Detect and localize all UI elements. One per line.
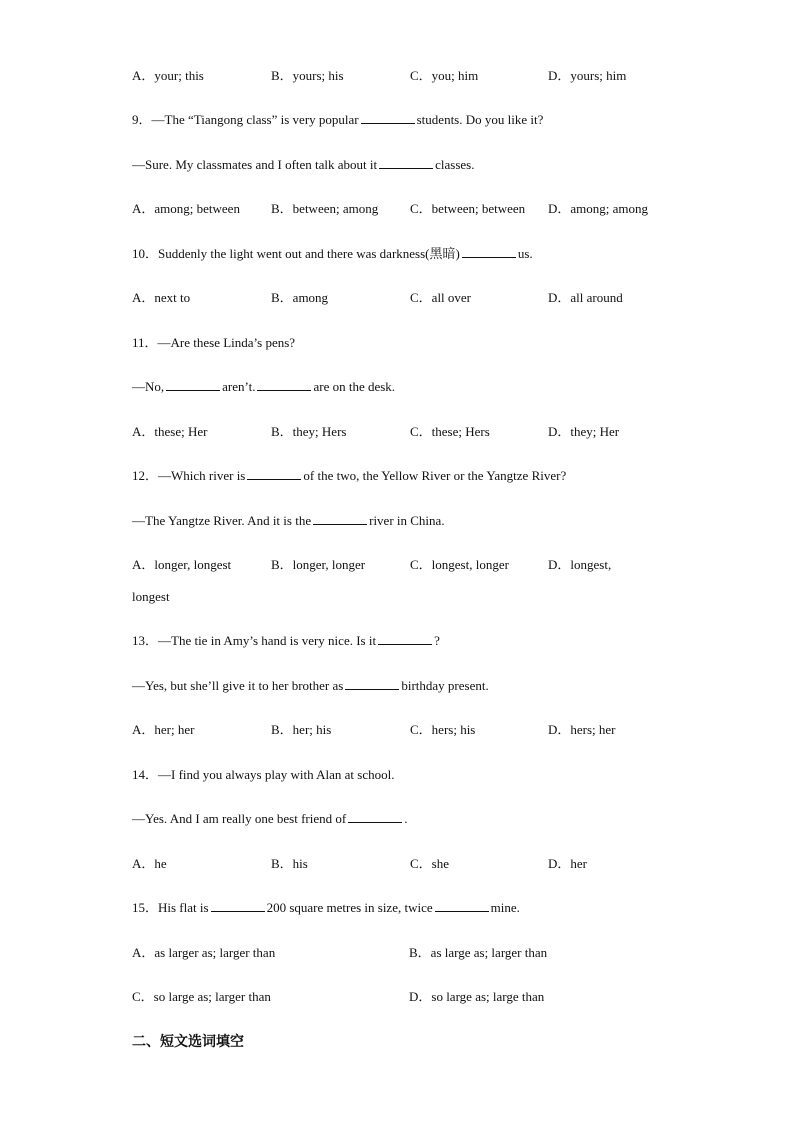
question-12-reply [132, 512, 445, 530]
option-d: D．they; Her [548, 424, 620, 439]
question-12 [132, 467, 566, 485]
question-text: us. [517, 246, 533, 261]
reply-text: aren’t. [222, 379, 256, 394]
reply-text: —Yes, but she’ll give it to her brother as [132, 678, 344, 693]
question-13 [132, 632, 440, 650]
reply-text: —Yes. And I am really one best friend of [132, 811, 347, 826]
answer-blank [361, 111, 415, 124]
question-text: ? [434, 633, 440, 648]
option-a: A．he [132, 856, 167, 871]
question-15 [132, 899, 520, 917]
question-text: 14．—I find you always play with Alan at school. [132, 767, 395, 782]
option-b: B．they; Hers [271, 424, 347, 439]
question-13-reply [132, 677, 489, 695]
option-c: C．hers; his [410, 722, 476, 737]
option-d: D．among; among [548, 201, 649, 216]
question-10 [132, 245, 533, 263]
option-a: A．these; Her [132, 424, 208, 439]
question-text: 200 square metres in size, twice [266, 900, 433, 915]
question-text: students. Do you like it? [416, 112, 544, 127]
option-b: B．as large as; larger than [409, 945, 548, 960]
option-b: B．between; among [271, 201, 379, 216]
option-d: D．her [548, 856, 587, 871]
option-a: A．next to [132, 290, 191, 305]
option-d-continued: longest [132, 589, 170, 604]
option-d: D．so large as; large than [409, 989, 545, 1004]
answer-blank [313, 512, 367, 525]
option-c: C．you; him [410, 68, 479, 83]
option-a: A．among; between [132, 201, 240, 216]
option-d: D．all around [548, 290, 623, 305]
option-b: B．longer, longer [271, 557, 366, 572]
answer-blank [462, 245, 516, 258]
option-b: B．her; his [271, 722, 332, 737]
option-d: D．hers; her [548, 722, 616, 737]
reply-text: —Sure. My classmates and I often talk about it [132, 157, 378, 172]
option-a: A．her; her [132, 722, 195, 737]
question-11-reply [132, 378, 395, 396]
option-d: D．longest, [548, 557, 612, 572]
answer-blank [378, 632, 432, 645]
reply-text: —No, [132, 379, 165, 394]
reply-text: —The Yangtze River. And it is the [132, 513, 312, 528]
answer-blank [257, 378, 311, 391]
option-d: D．yours; him [548, 68, 627, 83]
answer-blank [379, 156, 433, 169]
option-a: A．as larger as; larger than [132, 945, 276, 960]
option-c: C．between; between [410, 201, 526, 216]
question-text: mine. [490, 900, 520, 915]
question-11 [132, 334, 295, 352]
question-14 [132, 766, 395, 784]
option-a: A．longer, longest [132, 557, 232, 572]
option-c: C．these; Hers [410, 424, 490, 439]
answer-blank [247, 467, 301, 480]
question-text: 13．—The tie in Amy’s hand is very nice. Is it [132, 633, 377, 648]
reply-text: . [404, 811, 408, 826]
reply-text: classes. [435, 157, 475, 172]
section-heading: 二、短文选词填空 [132, 1034, 244, 1050]
answer-blank [435, 899, 489, 912]
question-text: 15．His flat is [132, 900, 209, 915]
answer-blank [211, 899, 265, 912]
reply-text: are on the desk. [313, 379, 396, 394]
option-c: C．so large as; larger than [132, 989, 271, 1004]
option-c: C．longest, longer [410, 557, 509, 572]
option-b: B．yours; his [271, 68, 344, 83]
question-text: 9．—The “Tiangong class” is very popular [132, 112, 359, 127]
question-text: 11．—Are these Linda’s pens? [132, 335, 296, 350]
question-text: 12．—Which river is [132, 468, 246, 483]
question-9-reply [132, 156, 475, 174]
option-a: A．your; this [132, 68, 204, 83]
option-b: B．his [271, 856, 308, 871]
reply-text: birthday present. [401, 678, 489, 693]
answer-blank [348, 810, 402, 823]
question-text: 10．Suddenly the light went out and there was darkness(黑暗) [132, 246, 460, 261]
question-14-reply [132, 810, 407, 828]
option-b: B．among [271, 290, 329, 305]
reply-text: river in China. [369, 513, 445, 528]
option-c: C．all over [410, 290, 472, 305]
option-c: C．she [410, 856, 450, 871]
answer-blank [345, 677, 399, 690]
answer-blank [166, 378, 220, 391]
question-9 [132, 111, 543, 129]
question-text: of the two, the Yellow River or the Yangtze River? [303, 468, 567, 483]
